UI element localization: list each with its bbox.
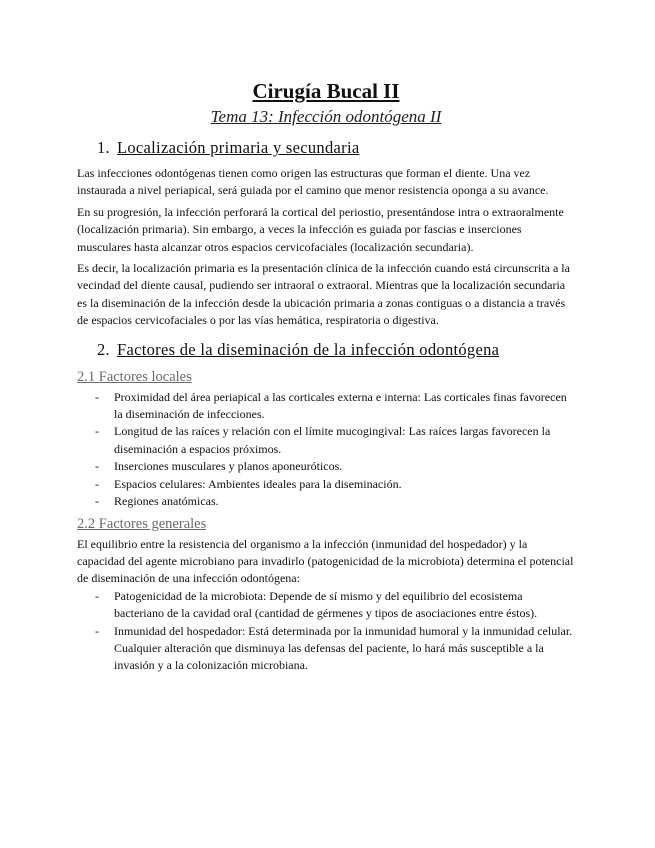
subsection-2-2-heading: 2.2 Factores generales <box>77 515 207 532</box>
section-1-paragraph-2: En su progresión, la infección perforará la cortical del periostio, presentándose intra o extraoralmente (localización primaria). Sin embargo, a veces la infección es guiada por fascias e inserciones musculares hasta alcanzar otros espacios cervicofaciales (localización secundaria). <box>77 204 564 254</box>
list-item <box>95 458 575 475</box>
list-item <box>95 389 575 424</box>
bullet-dash: - <box>95 623 99 638</box>
list-item <box>95 493 575 510</box>
bullet-dash: - <box>95 459 99 474</box>
list-item-text: Inserciones musculares y planos aponeuróticos. <box>114 459 343 474</box>
list-item <box>95 476 575 493</box>
list-item <box>95 423 575 458</box>
local-factors-list <box>77 389 575 511</box>
section-1-heading <box>77 137 575 159</box>
bullet-dash: - <box>95 424 99 439</box>
list-item-text: Inmunidad del hospedador: Está determinada por la inmunidad humoral y la inmunidad celular. Cualquier alteración que disminuya las defensas del paciente, lo hará más susceptible a la invasión y a la colonización microbiana. <box>114 623 573 673</box>
subsection-2-1-heading: 2.1 Factores locales <box>77 368 192 385</box>
section-2-title: Factores de la diseminación de la infección odontógena <box>117 339 500 359</box>
section-2-number: 2. <box>97 339 110 359</box>
section-1-paragraph-1: Las infecciones odontógenas tienen como origen las estructuras que forman el diente. Una vez instaurada a nivel periapical, será guiada por el camino que menor resistencia oponga a su avance. <box>77 166 549 198</box>
bullet-dash: - <box>95 588 99 603</box>
document-page <box>77 78 575 678</box>
bullet-dash: - <box>95 494 99 509</box>
section-1-number: 1. <box>97 138 110 157</box>
list-item <box>95 623 575 675</box>
list-item-text: Longitud de las raíces y relación con el límite mucogingival: Las raíces largas favorecen la diseminación a espacios próximos. <box>114 424 551 456</box>
section-2-heading <box>77 339 575 361</box>
list-item-text: Patogenicidad de la microbiota: Depende de sí mismo y del equilibrio del ecosistema bacteriano de la cavidad oral (cantidad de gérmenes y tipos de asociaciones entre éstos). <box>114 588 538 621</box>
general-factors-intro: El equilibrio entre la resistencia del organismo a la infección (inmunidad del hospedador) y la capacidad del agente microbiano para invadirlo (patogenicidad de la microbiota) determina el potencial de diseminación de una infección odontógena: <box>77 536 574 586</box>
list-item-text: Regiones anatómicas. <box>114 494 219 509</box>
section-1-title: Localización primaria y secundaria <box>117 138 360 157</box>
list-item <box>95 588 575 623</box>
bullet-dash: - <box>95 389 99 404</box>
document-subtitle: Tema 13: Infección odontógena II <box>210 107 442 126</box>
section-1-paragraph-3: Es decir, la localización primaria es la presentación clínica de la infección cuando está circunscrita a la vecindad del diente causal, pudiendo ser intraoral o extraoral. Mientras que la localización secundaria es la diseminación de la infección desde la ubicación primaria a zonas contiguas o a distancia a través de espacios cervicofaciales o por las vías hemática, respiratoria o digestiva. <box>77 261 570 328</box>
list-item-text: Proximidad del área periapical a las corticales externa e interna: Las corticales finas favorecen la diseminación de infecciones. <box>114 389 567 422</box>
list-item-text: Espacios celulares: Ambientes ideales para la diseminación. <box>114 476 402 491</box>
general-factors-list <box>77 588 575 675</box>
bullet-dash: - <box>95 476 99 491</box>
document-title: Cirugía Bucal II <box>252 79 400 103</box>
